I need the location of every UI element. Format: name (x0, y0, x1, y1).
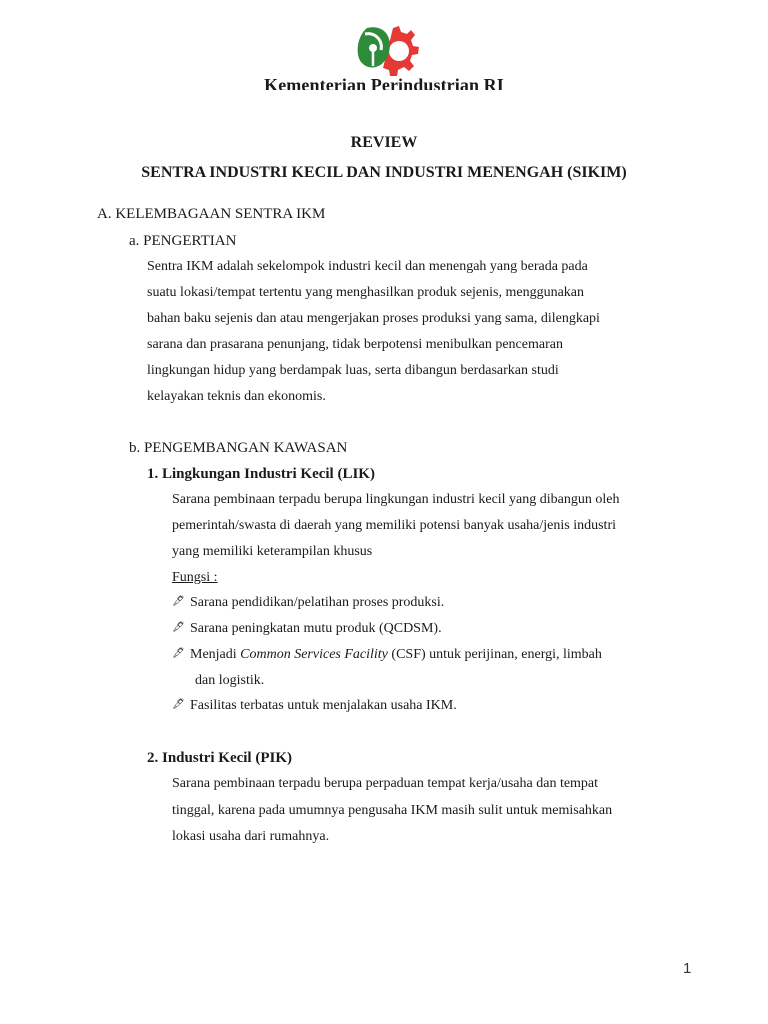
fungsi-bullet-continuation: dan logistik. (195, 673, 265, 688)
fungsi-bullet: Sarana pendidikan/pelatihan proses produksi. (190, 595, 445, 610)
pik-line: tinggal, karena pada umumnya pengusaha IKM masih sulit untuk memisahkan (172, 803, 613, 818)
bullet-icon: 🖋 (172, 622, 185, 633)
review-title: REVIEW (350, 134, 418, 151)
bullet-icon: 🖋 (172, 699, 185, 710)
pengertian-line: kelayakan teknis dan ekonomis. (147, 389, 326, 404)
pik-line: Sarana pembinaan terpadu berupa perpaduan tempat kerja/usaha dan tempat (172, 776, 599, 791)
pengertian-line: bahan baku sejenis dan atau mengerjakan proses produksi yang sama, dilengkapi (147, 311, 600, 326)
lik-line: Sarana pembinaan terpadu berupa lingkungan industri kecil yang dibangun oleh (172, 492, 620, 507)
bullet-icon: 🖋 (172, 596, 185, 607)
csf-italic: Common Services Facility (240, 647, 388, 662)
ministry-name: Kementerian Perindustrian RI (264, 75, 504, 90)
item1-heading: 1. Lingkungan Industri Kecil (LIK) (147, 466, 375, 482)
pengertian-line: Sentra IKM adalah sekelompok industri kecil dan menengah yang berada pada (147, 259, 588, 274)
fungsi-bullet: Menjadi Common Services Facility (CSF) untuk perijinan, energi, limbah (190, 647, 602, 662)
fungsi-bullet: Fasilitas terbatas untuk menjalakan usaha IKM. (190, 698, 457, 713)
fungsi-bullet: Sarana peningkatan mutu produk (QCDSM). (190, 621, 442, 636)
page-number: 1 (683, 960, 692, 977)
fungsi-label: Fungsi : (172, 570, 218, 585)
subsection-a-heading: a. PENGERTIAN (129, 233, 237, 249)
pengertian-line: sarana dan prasarana penunjang, tidak berpotensi menibulkan pencemaran (147, 337, 563, 352)
section-a-heading: A. KELEMBAGAAN SENTRA IKM (97, 206, 326, 222)
lik-line: pemerintah/swasta di daerah yang memiliki potensi banyak usaha/jenis industri (172, 518, 617, 533)
ministry-logo (355, 22, 419, 78)
item2-heading: 2. Industri Kecil (PIK) (147, 750, 292, 766)
pengertian-line: lingkungan hidup yang berdampak luas, serta dibangun berdasarkan studi (147, 363, 559, 378)
subsection-b-heading: b. PENGEMBANGAN KAWASAN (129, 440, 348, 456)
pik-line: lokasi usaha dari rumahnya. (172, 829, 330, 844)
pengertian-line: suatu lokasi/tempat tertentu yang menghasilkan produk sejenis, menggunakan (147, 285, 585, 300)
lik-line: yang memiliki keterampilan khusus (172, 544, 373, 559)
document-title: SENTRA INDUSTRI KECIL DAN INDUSTRI MENENGAH (SIKIM) (141, 164, 627, 181)
bullet-icon: 🖋 (172, 648, 185, 659)
